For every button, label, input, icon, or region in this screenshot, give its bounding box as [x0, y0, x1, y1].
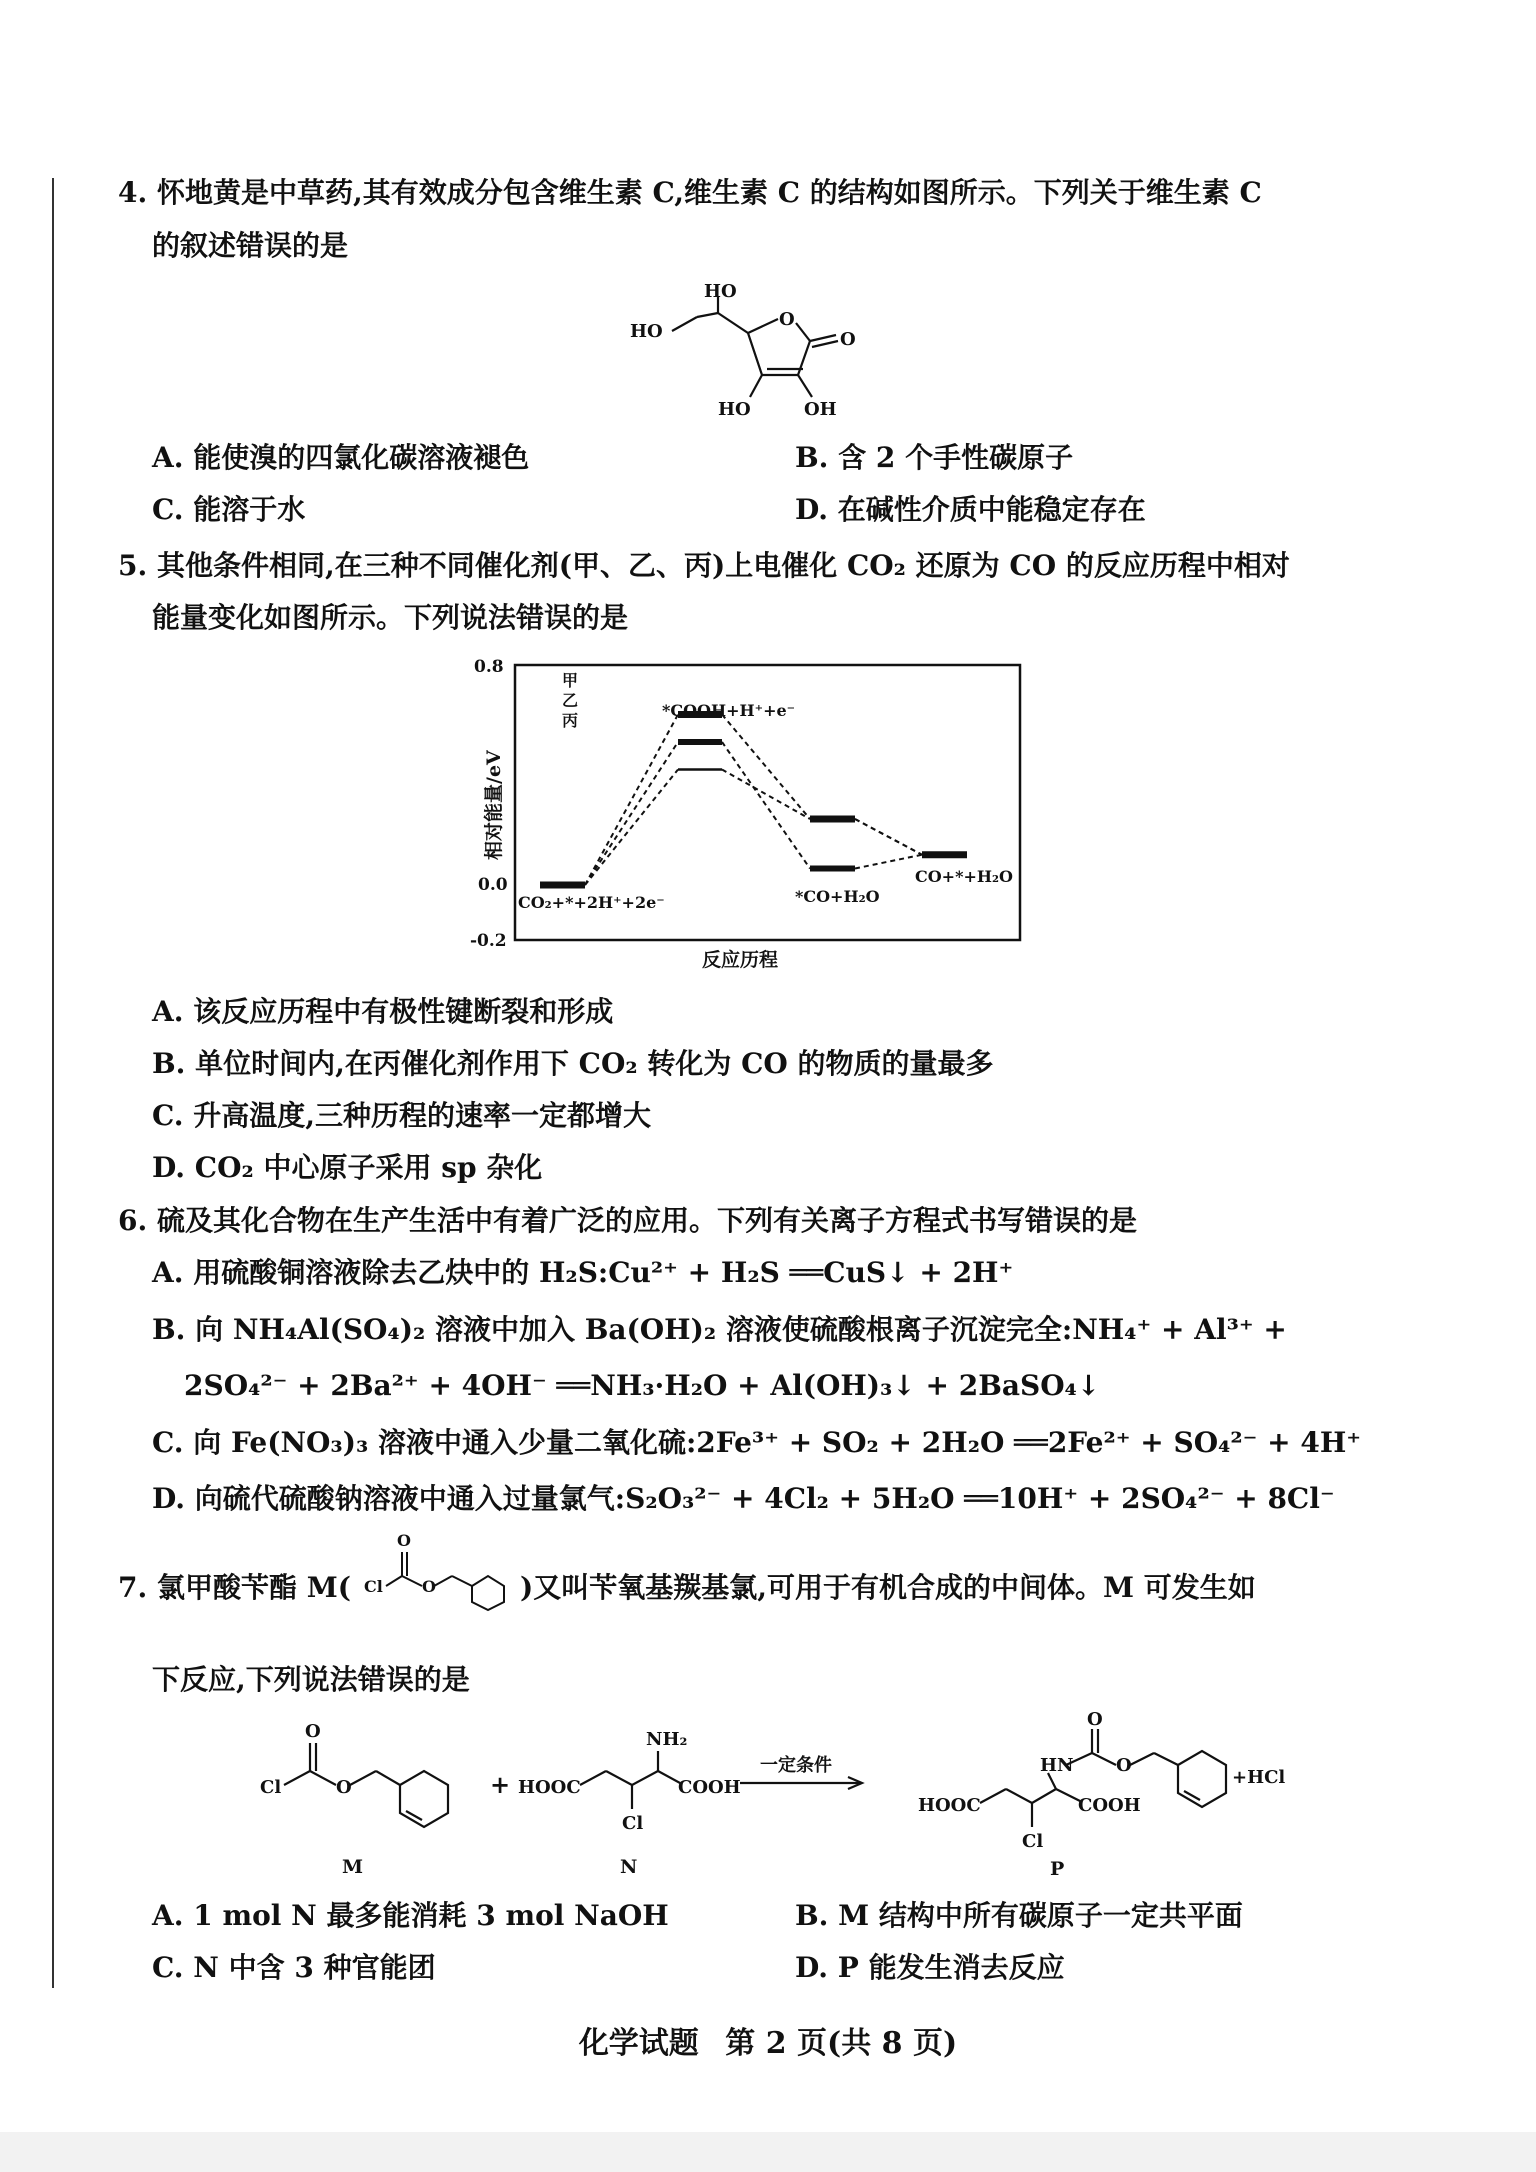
connector-乙-1 — [722, 742, 810, 869]
inline-cl: Cl — [364, 1577, 383, 1596]
inline-o-ester: O — [422, 1577, 436, 1596]
p-hooc: HOOC — [918, 1795, 981, 1816]
p-cooh: COOH — [1078, 1795, 1141, 1816]
connector-丙-2 — [855, 819, 922, 855]
q7-stem-line1-start: 7. 氯甲酸苄酯 M( — [118, 1571, 351, 1604]
state-label-initial: CO₂+*+2H⁺+2e⁻ — [518, 893, 665, 912]
q5-stem-line2: 能量变化如图所示。下列说法错误的是 — [152, 601, 629, 634]
footer-subject: 化学试题 — [578, 2026, 699, 2061]
q6-stem: 6. 硫及其化合物在生产生活中有着广泛的应用。下列有关离子方程式书写错误的是 — [118, 1204, 1137, 1237]
ytick-bottom: -0.2 — [470, 931, 507, 951]
vitamin-c-structure — [600, 275, 900, 435]
q7-stem-line1-end: )又叫苄氧基羰基氯,可用于有机合成的中间体。M 可发生如 — [520, 1571, 1256, 1604]
m-label: M — [342, 1856, 364, 1878]
n-cooh: COOH — [678, 1777, 741, 1798]
q5-option-d: D. CO₂ 中心原子采用 sp 杂化 — [152, 1151, 543, 1184]
vitc-o-ring: O — [779, 309, 795, 330]
scan-bottom-band — [0, 2132, 1536, 2172]
q4-stem-line1: 4. 怀地黄是中草药,其有效成分包含维生素 C,维生素 C 的结构如图所示。下列关于维生素 C — [118, 176, 1262, 209]
ytick-top: 0.8 — [474, 657, 504, 677]
connector-甲-1 — [722, 715, 810, 820]
vitc-ho-left: HO — [630, 321, 663, 342]
m-o-ester: O — [336, 1777, 352, 1798]
p-label: P — [1050, 1858, 1065, 1880]
q5-option-c: C. 升高温度,三种历程的速率一定都增大 — [152, 1099, 652, 1132]
q6-option-b-line1: B. 向 NH₄Al(SO₄)₂ 溶液中加入 Ba(OH)₂ 溶液使硫酸根离子沉淀完全:NH₄⁺ + Al³⁺ + — [152, 1313, 1287, 1346]
legend-yi: 乙 — [562, 691, 579, 710]
p-hcl: +HCl — [1232, 1767, 1286, 1788]
n-nh2: NH₂ — [646, 1729, 688, 1750]
legend-jia: 甲 — [562, 671, 579, 690]
q6-option-c: C. 向 Fe(NO₃)₃ 溶液中通入少量二氧化硫:2Fe³⁺ + SO₂ + 2H₂O ══2Fe²⁺ + SO₄²⁻ + 4H⁺ — [152, 1426, 1362, 1459]
connector-乙-0 — [585, 742, 678, 885]
q4-stem-line2: 的叙述错误的是 — [152, 229, 349, 262]
p-o-carbonyl: O — [1087, 1709, 1103, 1730]
connector-丙-0 — [585, 770, 678, 886]
n-cl: Cl — [622, 1813, 644, 1834]
p-cl: Cl — [1022, 1831, 1044, 1852]
vitc-oh-bottom: OH — [804, 399, 837, 420]
n-label: N — [620, 1856, 638, 1878]
p-o-ester: O — [1116, 1755, 1132, 1776]
connector-甲-0 — [585, 715, 678, 886]
q4-option-d: D. 在碱性介质中能稳定存在 — [795, 493, 1146, 526]
connector-乙-2 — [855, 855, 922, 869]
q6-option-b-line2: 2SO₄²⁻ + 2Ba²⁺ + 4OH⁻ ══NH₃·H₂O + Al(OH)₃↓ + 2BaSO₄↓ — [184, 1369, 1101, 1402]
q6-option-a: A. 用硫酸铜溶液除去乙炔中的 H₂S:Cu²⁺ + H₂S ══CuS↓ + 2H⁺ — [152, 1256, 1014, 1289]
reaction-scheme — [250, 1709, 1330, 1895]
page-footer — [0, 2018, 1536, 2062]
m-cl: Cl — [260, 1777, 282, 1798]
state-label-final: CO+*+H₂O — [915, 867, 1013, 886]
vitc-ho-top: HO — [704, 281, 737, 302]
q7-option-a: A. 1 mol N 最多能消耗 3 mol NaOH — [152, 1899, 669, 1932]
reaction-condition: 一定条件 — [760, 1755, 832, 1776]
y-axis-label: 相对能量/eV — [483, 750, 505, 860]
energy-diagram — [470, 650, 1040, 990]
q4-option-b: B. 含 2 个手性碳原子 — [795, 441, 1074, 474]
q7-stem-line2: 下反应,下列说法错误的是 — [152, 1663, 470, 1696]
q6-option-d: D. 向硫代硫酸钠溶液中通入过量氯气:S₂O₃²⁻ + 4Cl₂ + 5H₂O ══10H⁺ + 2SO₄²⁻ + 8Cl⁻ — [152, 1482, 1335, 1515]
m-o-carbonyl: O — [305, 1721, 321, 1742]
q7-option-d: D. P 能发生消去反应 — [795, 1951, 1065, 1984]
q4-option-a: A. 能使溴的四氯化碳溶液褪色 — [152, 441, 530, 474]
n-hooc: HOOC — [518, 1777, 581, 1798]
q5-stem-line1: 5. 其他条件相同,在三种不同催化剂(甲、乙、丙)上电催化 CO₂ 还原为 CO 的反应历程中相对 — [118, 549, 1290, 582]
q7-option-c: C. N 中含 3 种官能团 — [152, 1951, 436, 1984]
connector-丙-1 — [722, 770, 810, 820]
q5-option-b: B. 单位时间内,在丙催化剂作用下 CO₂ 转化为 CO 的物质的量最多 — [152, 1047, 994, 1080]
footer-page-number: 第 2 页(共 8 页) — [725, 2026, 958, 2061]
legend-bing: 丙 — [562, 711, 579, 730]
vitc-o-carbonyl: O — [840, 329, 856, 350]
q5-option-a: A. 该反应历程中有极性键断裂和形成 — [152, 995, 614, 1028]
state-label-co-star: *CO+H₂O — [795, 887, 880, 906]
p-hn: HN — [1040, 1755, 1074, 1776]
x-axis-label: 反应历程 — [702, 949, 779, 971]
state-label-cooh: *COOH+H⁺+e⁻ — [662, 701, 796, 720]
benzyl-chloroformate-inline-structure — [356, 1530, 526, 1610]
margin-line — [52, 178, 54, 1988]
q4-option-c: C. 能溶于水 — [152, 493, 306, 526]
q7-option-b: B. M 结构中所有碳原子一定共平面 — [795, 1899, 1243, 1932]
vitc-ho-bottom: HO — [718, 399, 751, 420]
ytick-zero: 0.0 — [478, 875, 508, 895]
inline-o-carbonyl: O — [397, 1531, 411, 1550]
plus-sign: + — [490, 1770, 511, 1799]
